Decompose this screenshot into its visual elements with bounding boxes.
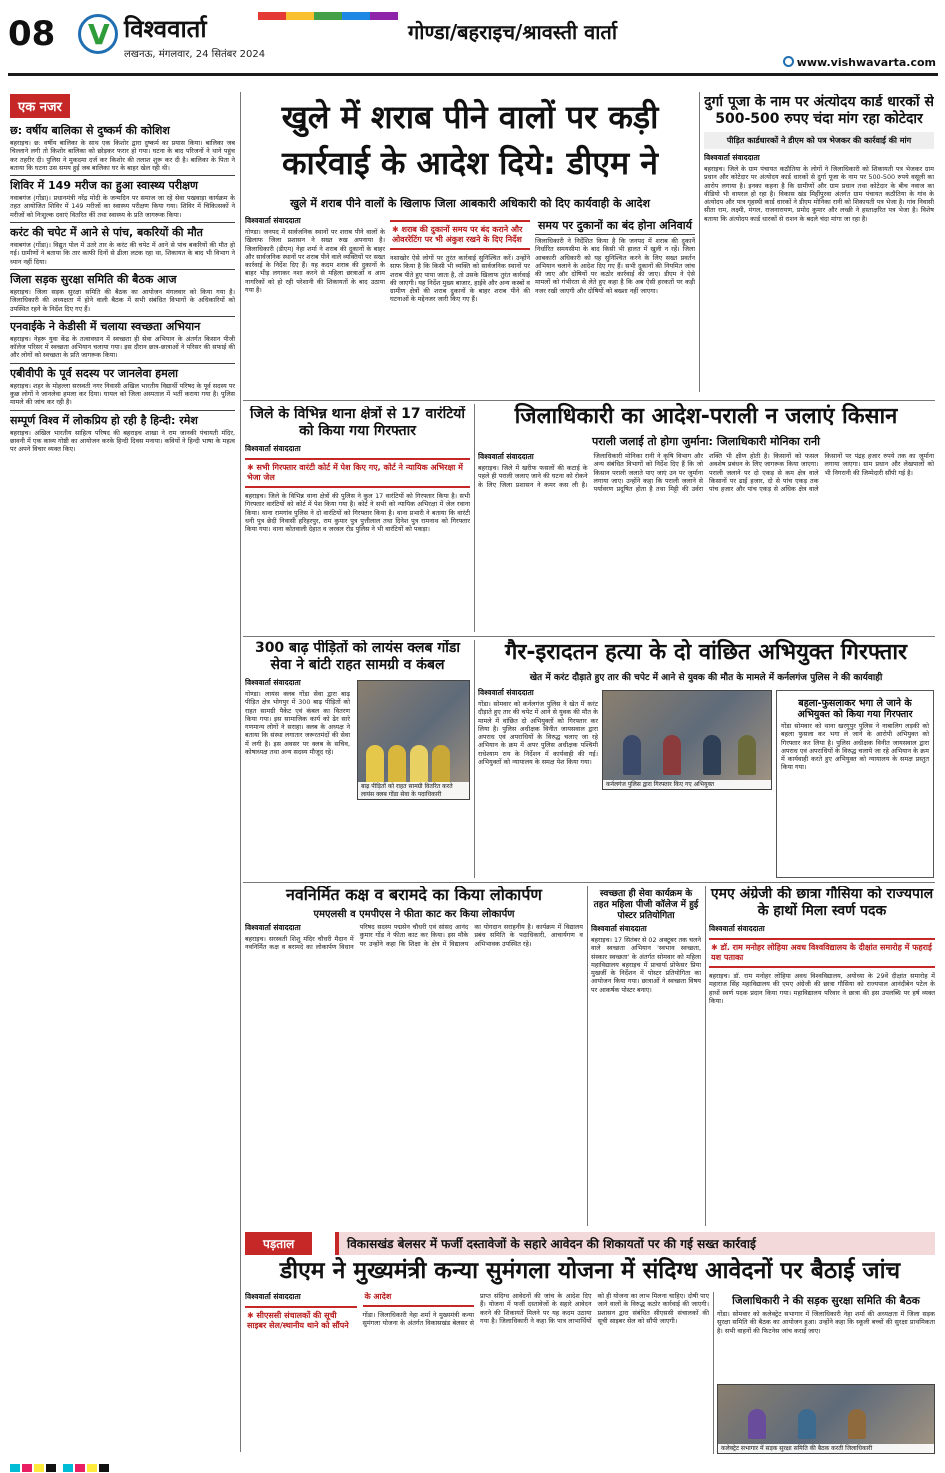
brief-text: बहराइच। नेहरू युवा केंद्र के तत्वावधान में स्वच्छता ही सेवा अभियान के अंतर्गत किसान पीजी कॉलेज परिसर में स्वच्छता अभियान चलाया गया। इस दौरान छात्र-छात्राओं ने परिसर की सफाई की और लोगों को स्वच्छता के प्रति जागरूक किया। — [10, 334, 235, 360]
story-text: बहराइच। जिले के ग्राम पंचायत कठौतिया के लोगों ने जिलाधिकारी को शिकायती पत्र भेजकर ग्राम प्रधान और कोटेदार पर अंत्योदय कार्ड धारकों से दुर्गा पूजा के नाम पर 500-500 रुपये वसूली का आरोप लगाया है। इनका कहना है कि ग्रामीणों और ग्राम प्रधान तथा कोटेदार के बीच नवाज का वीडियो भी वायरल हो रहा है। विकास खंड मिहींपुरवा अंतर्गत ग्राम पंचायत कठौतिया के गांव के अंत्योदय और पात्र गृहस्थी कार्ड धारकों ने डीएम मोनिका रानी को शिकायती पत्र भेजा है। गांव निवासी सीता राम, लक्ष्मी, मंगल, राजनारायण, प्रमोद कुमार और लच्छी ने हस्ताक्षरित पत्र भेजा है। विशेष बताया कि अंत्योदय कार्ड धारकों से राशन के बदले चंदा मांगा जा रहा है। — [704, 165, 934, 223]
byline: विश्ववार्ता संवाददाता — [709, 924, 765, 933]
brief-text: नवाबगंज (गोंडा)। प्रधानमंत्री नरेंद्र मोदी के जन्मदिन पर समाज जा रहे सेवा पखवाड़ा कार्यक्रम के तहत आयोजित शिविर में 149 मरीजों का स्वास्थ्य परीक्षण किया गया। शिविर में चिकित्सकों ने मरीजों को निःशुल्क दवाएं वितरित कीं तथा स्वास्थ्य के प्रति जागरूक किया। — [10, 194, 235, 219]
lead-headline: खुले में शराब पीने वालों पर कड़ी कार्रवाई के आदेश दिये: डीएम ने — [281, 98, 659, 182]
lions-club-photo — [357, 680, 470, 800]
website-text: www.vishwavarta.com — [796, 56, 936, 69]
brief-text: बहराइच। शहर के मोहल्ला सरस्वती नगर निवासी अखिल भारतीय विद्यार्थी परिषद के पूर्व सदस्य पर कुछ लोगों ने जानलेवा हमला कर दिया। घायल को जिला अस्पताल में भर्ती कराया गया है। पुलिस मामले की जांच कर रही है। — [10, 381, 235, 407]
murder-col-1 — [478, 688, 598, 878]
brief-headline: छ: वर्षीय बालिका से दुष्कर्म की कोशिश — [10, 124, 170, 137]
pull-quote: ✱ सभी गिरफ्तार वारंटी कोर्ट में पेश किए गए, कोर्ट ने न्यायिक अभिरक्षा में भेजा जेल — [245, 458, 470, 488]
brief-headline: एनवाईके ने केडीसी में चलाया स्वच्छता अभियान — [10, 319, 201, 333]
print-registration-marks — [10, 1457, 935, 1467]
brief-text: नवाबगंज (गोंडा)। विद्युत पोल में उतरे तार के करंट की चपेट में आने से पांच बकरियों की मौत हो गई। ग्रामीणों ने बताया कि तार काफी दिनों से ढीला लटक रहा था, शिकायत के बाद भी विभाग ने ध्यान नहीं दिया। — [10, 241, 235, 266]
padtal-strap: विकासखंड बेलसर में फर्जी दस्तावेजों के सहारे आवेदन की शिकायतों पर की गई सख्त कार्रवाई — [335, 1232, 935, 1255]
padtal-body — [245, 1292, 709, 1454]
brief-text: बहराइच। अखिल भारतीय साहित्य परिषद की बहराइच शाखा ने राम जानकी पंचायती मंदिर, छावनी में एक काव्य गोष्ठी का आयोजन करके हिन्दी दिवस मनाया। कवियों ने हिन्दी भाषा के महत्व पर अपने विचार व्यक्त किए। — [10, 428, 235, 454]
byline: विश्ववार्ता संवाददाता — [478, 688, 534, 697]
ek-nazar-tag: एक नजर — [10, 94, 70, 118]
brief-text: बहराइच। छ: वर्षीय बालिका के साथ एक किशोर द्वारा दुष्कर्म का प्रयास किया। बालिका जब चिल्लाने लगी तो किशोर बालिका को छोड़कर फरार हो गया। घटना के बाद परिजनों ने थाने पहुंच कर तहरीर दी। पुलिस ने मुकदमा दर्ज कर किशोर की तलाश शुरू कर दी है। बालिका के पिता ने बताया कि घटना उस समय हुई जब बालिका घर के बाहर खेल रही थी। — [10, 139, 235, 172]
brief-headline: करंट की चपेट में आने से पांच, बकरियों की मौत — [10, 226, 203, 240]
parali-body — [478, 452, 934, 632]
warranty-story — [245, 406, 470, 634]
photo-caption: बाढ़ पीड़ितों को राहत सामग्री वितरित करते लायंस क्लब गोंडा सेवा के पदाधिकारी — [358, 782, 469, 799]
masthead — [8, 6, 938, 76]
byline: विश्ववार्ता संवाददाता — [591, 924, 647, 933]
story-headline: जिलाधिकारी ने की सड़क सुरक्षा समिति की बैठक — [732, 1295, 920, 1307]
byline: विश्ववार्ता संवाददाता — [478, 452, 534, 461]
story-text: गोंडा। सोमवार को कलेक्ट्रेट सभागार में जिलाधिकारी नेहा शर्मा की अध्यक्षता में जिला सड़क सुरक्षा समिति की बैठक का आयोजन हुआ। उन्होंने कहा कि स्कूली बच्चों की सुरक्षा प्राथमिकता है। सभी वाहनों की फिटनेस जांच कराई जाए। — [717, 1310, 935, 1335]
website-link[interactable] — [783, 56, 936, 69]
story-subhead: एमएलसी व एमपीएस ने फीता काट कर किया लोकार्पण — [313, 909, 515, 920]
story-text: बहराइच। जिले में खरीफ फसलों की कटाई के पहले ही पराली जलाए जाने की घटना को रोकने के लिए जिला प्रशासन ने कमर कस ली है। जिलाधिकारी मोनिका रानी ने कृषि विभाग और अन्य संबंधित विभागों को निर्देश दिए हैं कि जो किसान पराली जलाते पाए जाएं उन पर जुर्माना लगाया जाए। उन्होंने कहा कि पराली जलाने से पर्यावरण प्रदूषित होता है तथा मिट्टी की उर्वरा शक्ति भी क्षीण होती है। किसानों को फसल अवशेष प्रबंधन के लिए जागरूक किया जाएगा। पराली जलाने पर दो एकड़ से कम क्षेत्र वाले किसानों पर ढाई हजार, दो से पांच एकड़ तक पांच हजार और पांच एकड़ से अधिक क्षेत्र वाले किसानों पर पंद्रह हजार रुपये तक का जुर्माना लगाया जाएगा। ग्राम प्रधान और लेखपालों को भी निगरानी की जिम्मेदारी सौंपी गई है। — [478, 452, 934, 494]
story-text: गोंडा। जिलाधिकारी नेहा शर्मा ने मुख्यमंत्री कन्या सुमंगला योजना के अंतर्गत विकासखंड बेलसर से प्राप्त संदिग्ध आवेदनों की जांच के आदेश दिए हैं। योजना में फर्जी दस्तावेजों के सहारे आवेदन करने की शिकायतें मिलने पर यह कदम उठाया गया है। जिलाधिकारी ने कहा कि पात्र लाभार्थियों को ही योजना का लाभ मिलना चाहिए। दोषी पाए जाने वालों के विरुद्ध कठोर कार्रवाई की जाएगी। प्रशासन द्वारा संबंधित सीएससी संचालकों की सूची साइबर सेल को सौंपी जाएगी। — [362, 1292, 709, 1328]
story-text: गोण्डा। लायंस क्लब गोंडा सेवा द्वारा बाढ़ पीड़ित क्षेत्र भोगपुर में 300 बाढ़ पीड़ितों को राहत सामग्री पैकेट एवं कंबल का वितरण किया गया। इस सामाजिक कार्य को ढेर सारे गणमान्य लोगों ने सराहा। क्लब के अध्यक्ष ने बताया कि संस्था लगातार जरूरतमंदों की सेवा में लगी है। इस अवसर पर क्लब के सचिव, कोषाध्यक्ष तथा अन्य सदस्य मौजूद रहे। — [245, 690, 350, 757]
abduction-box — [776, 690, 934, 878]
lokarpan-story — [245, 886, 583, 1226]
kotedar-story — [704, 94, 934, 394]
murder-headline: गैर-इरादतन हत्या के दो वांछित अभियुक्त गिरफ्तार — [504, 640, 908, 665]
brand-logo-icon: V — [78, 14, 118, 54]
story-text: गोंडा। सोमवार को कर्नलगंज पुलिस ने खेत में करंट दौड़ाते हुए तार की चपेट में आने से युवक की मौत के मामले में वांछित दो अभियुक्तों को गिरफ्तार कर लिया है। पुलिस अधीक्षक विनीत जायसवाल द्वारा अपराध एवं अपराधियों के विरुद्ध चलाए जा रहे अभियान के क्रम में अपर पुलिस अधीक्षक पश्चिमी राधेश्याम राय के निर्देशन में कार्यवाही की गई। अभियुक्तों को न्यायालय के समक्ष पेश किया गया। — [478, 700, 598, 767]
byline: विश्ववार्ता संवाददाता — [245, 678, 301, 687]
lead-text: गोण्डा। जनपद में सार्वजनिक स्थानों पर शराब पीने वालों के खिलाफ जिला प्रशासन ने सख्त रुख अपनाया है। जिलाधिकारी (डीएम) नेहा शर्मा ने शराब की दुकानों के बाहर और सार्वजनिक स्थानों पर शराब पीने वाले व्यक्तियों पर सख्त कार्रवाई के निर्देश दिए हैं। यह कदम शराब की दुकानों के बाहर भीड़ लगाकर नशा करने से महिला छात्राओं व आम नागरिकों को हो रही परेशानी की शिकायतों के बाद उठाया गया है। — [245, 228, 385, 295]
brief-headline: शिविर में 149 मरीज का हुआ स्वास्थ्य परीक्षण — [10, 179, 198, 193]
story-headline: एमए अंग्रेजी की छात्रा गौसिया को राज्यपाल के हाथों मिला स्वर्ण पदक — [710, 886, 934, 919]
parali-headline: जिलाधिकारी का आदेश-पराली न जलाएं किसान — [514, 404, 898, 429]
story-text: बहराइच। 17 सितंबर से 02 अक्टूबर तक चलने वाले स्वच्छता अभियान 'स्वभाव स्वच्छता, संस्कार स्वच्छता' के अंतर्गत सोमवार को महिला महाविद्यालय बहराइच में प्राचार्या प्रोफेसर प्रिया मुखर्जी के निर्देशन में पोस्टर प्रतियोगिता का आयोजन किया गया। छात्राओं ने स्वच्छता विषय पर आकर्षक पोस्टर बनाए। — [591, 936, 701, 994]
sidebox-heading: समय पर दुकानों का बंद होना अनिवार्य — [535, 219, 695, 235]
section-title: गोण्डा/बहराइच/श्रावस्ती वार्ता — [408, 20, 618, 44]
story-subhead: पीड़ित कार्डधारकों ने डीएम को पत्र भेजकर की कार्रवाई की मांग — [704, 132, 934, 149]
pull-quote: ✱ सीएससी संचालकों की सूची साइबर सेल/स्थानीय थाने को सौंपने के आदेश — [245, 1292, 474, 1331]
story-headline: दुर्गा पूजा के नाम पर अंत्योदय कार्ड धारकों से 500-500 रुपए चंदा मांग रहा कोटेदार — [704, 94, 934, 127]
story-headline: बहला-फुसलाकर भगा ले जाने के अभियुक्त को किया गया गिरफ्तार — [797, 698, 913, 720]
story-text: बहराइच। सरस्वती शिशु मंदिर चौधरी मैदान में नवनिर्मित कक्ष व बरामदे का लोकार्पण विधान परिषद सदस्य पद्मसेन चौधरी एवं सांसद आनंद कुमार गोंड ने फीता काट कर किया। इस मौके पर उन्होंने कहा कि शिक्षा के क्षेत्र में विद्यालय का योगदान सराहनीय है। कार्यक्रम में विद्यालय प्रबंध समिति के पदाधिकारी, आचार्यगण व अभिभावक उपस्थित रहे। — [245, 923, 583, 952]
pull-quote: ✱ डॉ. राम मनोहर लोहिया अवध विश्वविद्यालय के दीक्षांत समारोह में फहराई यश पताका — [709, 938, 935, 968]
padtal-headline: डीएम ने मुख्यमंत्री कन्या सुमंगला योजना में संदिग्ध आवेदनों पर बैठाई जांच — [279, 1258, 901, 1284]
byline: विश्ववार्ता संवाददाता — [245, 216, 301, 225]
byline: विश्ववार्ता संवाददाता — [245, 923, 301, 932]
brief-text: बहराइच। जिला सड़क सुरक्षा समिति की बैठक का आयोजन मंगलवार को किया गया है। जिलाधिकारी की अध्यक्षता में होने वाली बैठक में सभी संबंधित विभागों के अधिकारियों को उपस्थित रहने के निर्देश दिए गए हैं। — [10, 287, 235, 313]
story-headline: 300 बाढ़ पीड़ितों को लायंस क्लब गोंडा सेवा ने बांटी राहत सामग्री व कंबल — [254, 640, 461, 673]
dateline: लखनऊ, मंगलवार, 24 सितंबर 2024 — [124, 49, 266, 60]
lead-sidebox — [535, 216, 695, 394]
story-text: बहराइच। डॉ. राम मनोहर लोहिया अवध विश्वविद्यालय, अयोध्या के 29वें दीक्षांत समारोह में महाराज सिंह महाविद्यालय की एमए अंग्रेजी की छात्रा गौसिया को राज्यपाल आनंदीबेन पटेल के हाथों स्वर्ण पदक प्रदान किया गया। महाविद्यालय परिवार ने छात्रा की इस उपलब्धि पर हर्ष व्यक्त किया। — [709, 972, 935, 1005]
brief-headline: जिला सड़क सुरक्षा समिति की बैठक आज — [10, 272, 177, 286]
ek-nazar-column — [10, 94, 235, 1454]
brief-headline: सम्पूर्ण विश्व में लोकप्रिय हो रही है हिन्दी: रमेश — [10, 413, 198, 427]
story-headline: जिले के विभिन्न थाना क्षेत्रों से 17 वारंटियों को किया गया गिरफ्तार — [249, 406, 466, 439]
story-headline: नवनिर्मित कक्ष व बरामदे का किया लोकार्पण — [286, 886, 542, 904]
lead-column-2 — [390, 216, 530, 394]
decorative-color-strip — [258, 12, 398, 20]
byline: विश्ववार्ता संवाददाता — [704, 153, 760, 162]
parali-subhead: पराली जलाई तो होगा जुर्माना: जिलाधिकारी मोनिका रानी — [592, 435, 820, 448]
story-text: गोंडा सोमवार को थाना खरगूपुर पुलिस ने नाबालिग लड़की को बहला फुसला कर भगा ले जाने के आरोपी अभियुक्त को गिरफ्तार कर लिया है। पुलिस अधीक्षक विनीत जायसवाल द्वारा अपराध एवं अपराधियों के विरुद्ध चलाये जा रहे अभियान के क्रम में कार्यवाही करते हुए अभियुक्त को न्यायालय के समक्ष प्रस्तुत किया गया। — [781, 722, 929, 772]
gold-medal-story — [709, 886, 935, 1226]
brand-name: विश्ववार्ता — [124, 14, 207, 43]
photo-caption: कर्नलगंज पुलिस द्वारा गिरफ्तार किए गए अभियुक्त — [603, 780, 771, 790]
lead-text: नशाखोर ऐसे लोगों पर तुरंत कार्रवाई सुनिश्चित करें। उन्होंने साफ किया है कि किसी भी व्यक्ति को सार्वजनिक स्थानों पर शराब पीते हुए पाया जाता है, तो उसके खिलाफ तुरंत कार्रवाई की जाएगी। यह निर्देश मुख्य बाजार, हाईवे और अन्य कस्बों व ग्रामीण क्षेत्रों की शराब दुकानों के बाहर शराब पीने की घटनाओं के मद्देनजर जारी किए गए हैं। — [390, 254, 530, 304]
byline: विश्ववार्ता संवाददाता — [245, 444, 301, 453]
poster-competition-story — [591, 886, 701, 1226]
story-headline: स्वच्छता ही सेवा कार्यक्रम के तहत महिला पीजी कॉलेज में हुई पोस्टर प्रतियोगिता — [593, 889, 699, 921]
murder-subhead: खेत में करंट दौड़ाते हुए तार की चपेट में आने से युवक की मौत के मामले में कर्नलगंज पुलिस ने की कार्यवाही — [529, 673, 883, 683]
sidebox-text: जिलाधिकारी ने निर्देशित किया है कि जनपद में शराब की दुकानें निर्धारित समयसीमा के बाद किसी भी हालत में खुली न रहें। जिला आबकारी अधिकारी को यह सुनिश्चित करने के लिए सख्त प्रवर्तन अभियान चलाने के आदेश दिए गए हैं। सभी दुकानों की नियमित जांच की जाए और दोषियों पर कठोर कार्रवाई की जाए। डीएम ने ऐसे मामलों को गंभीरता से लेते हुए कहा है कि अब ऐसी हरकतों पर कड़ी नजर रखी जाएगी और दोषियों को बख्शा नहीं जाएगा। — [535, 237, 695, 295]
photo-caption: कलेक्ट्रेट सभागार में सड़क सुरक्षा समिति की बैठक करती जिलाधिकारी — [718, 1444, 934, 1454]
road-safety-meeting-photo — [717, 1384, 935, 1454]
byline: विश्ववार्ता संवाददाता — [245, 1292, 301, 1301]
arrested-accused-photo — [602, 690, 772, 790]
padtal-tag: पड़ताल — [245, 1232, 312, 1255]
road-safety-story — [717, 1292, 935, 1382]
story-text: बहराइच। जिले के विभिन्न थाना क्षेत्रों की पुलिस ने कुल 17 वारंटियों को गिरफ्तार किया है। सभी गिरफ्तार वारंटियों को कोर्ट में पेश किया गया है। कोर्ट ने सभी को न्यायिक अभिरक्षा में जेल रवाना किया। थाना रामगांव पुलिस ने दो वारंटियों को गिरफ्तार किया है। थाना प्रभारी ने बताया कि वारंटी धनी पुत्र छेदी निवासी हरिहरपुर, राम कुमार पुत्र पुत्तीलाल तथा दिनेश पुत्र रामनाथ को गिरफ्तार किया गया। थाना कोतवाली देहात व जरवल रोड पुलिस ने भी वारंटियों को पकड़ा। — [245, 492, 470, 534]
page-number: 08 — [8, 14, 56, 54]
lead-column-1 — [245, 216, 385, 394]
lead-subhead: खुले में शराब पीने वालों के खिलाफ जिला आबकारी अधिकारी को दिए कार्यवाही के आदेश — [290, 197, 650, 210]
brief-headline: एबीवीपी के पूर्व सदस्य पर जानलेवा हमला — [10, 366, 179, 380]
globe-icon — [783, 56, 794, 67]
pull-quote: ✱ शराब की दुकानों समय पर बंद कराने और ओवररेटिंग पर भी अंकुश रखने के दिए निर्देश — [390, 220, 530, 250]
